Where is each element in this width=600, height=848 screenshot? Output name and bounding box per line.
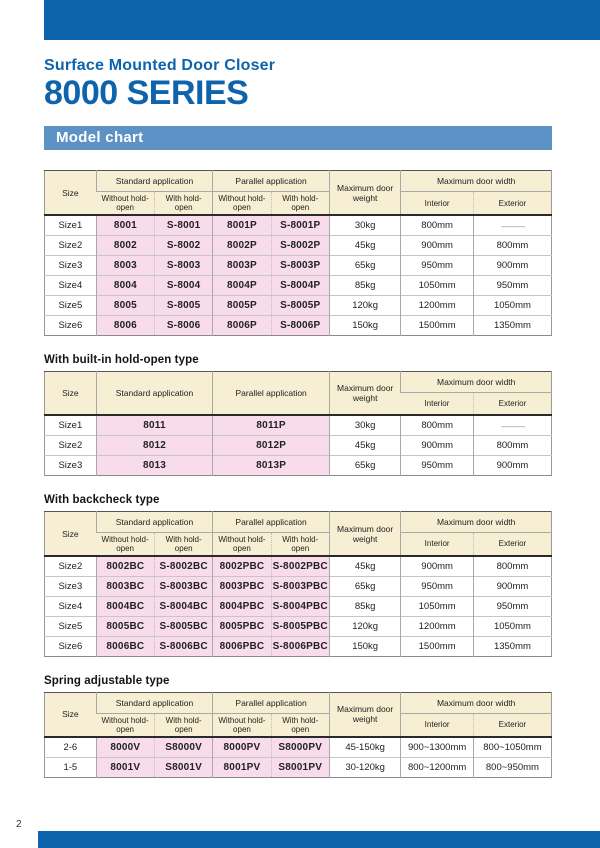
column-header: Standard application [96,511,213,532]
model-table-section [44,494,552,657]
column-subheader: Interior [401,532,474,556]
interior-width-cell: 950mm [401,576,474,596]
model-number-cell: S-8005P [271,295,329,315]
model-number-cell: S-8001 [155,215,213,235]
model-number-cell: S-8003PBC [271,576,329,596]
model-number-cell: 8003 [96,255,154,275]
table-title: With backcheck type [44,493,160,506]
column-subheader: Interior [401,713,474,737]
bottom-banner-bar [38,831,600,848]
model-number-cell: 8001 [96,215,154,235]
interior-width-cell: 1500mm [401,636,474,656]
model-number-cell: S-8005PBC [271,616,329,636]
model-number-cell: 8013P [213,455,330,475]
page-title: 8000 SERIES [44,74,249,112]
interior-width-cell: 1500mm [401,315,474,335]
interior-width-cell: 950mm [401,455,474,475]
model-number-cell: 8001P [213,215,271,235]
table-row [45,255,552,275]
column-subheader: With hold-open [155,713,213,737]
column-header: Parallel application [213,511,330,532]
section-header [44,126,552,150]
column-header: Maximum door width [401,692,552,713]
column-subheader: With hold-open [271,192,329,216]
model-table [44,511,552,657]
max-door-weight-cell: 85kg [329,596,400,616]
max-door-weight-cell: 30kg [329,215,400,235]
model-number-cell: S8000V [155,737,213,757]
model-number-cell: S-8004 [155,275,213,295]
page-number: 2 [16,819,22,830]
column-subheader: Interior [401,192,474,216]
model-number-cell: 8005P [213,295,271,315]
model-number-cell: 8012 [96,435,213,455]
model-number-cell: 8005 [96,295,154,315]
interior-width-cell: 1200mm [401,295,474,315]
size-cell: Size6 [45,636,97,656]
interior-width-cell: 900mm [401,235,474,255]
model-number-cell: S-8002BC [155,556,213,576]
column-subheader: Without hold-open [96,532,154,556]
model-number-cell: S-8001P [271,215,329,235]
model-number-cell: S-8006P [271,315,329,335]
model-number-cell: S-8002P [271,235,329,255]
size-cell: Size5 [45,295,97,315]
model-number-cell: S-8004P [271,275,329,295]
column-header: Size [45,171,97,216]
size-cell: Size4 [45,596,97,616]
exterior-width-cell: 800mm [473,435,551,455]
size-cell: Size1 [58,220,83,232]
section-header-label: Model chart [56,129,144,146]
column-header: Maximum door width [401,511,552,532]
model-number-cell: S8001PV [271,757,329,777]
size-cell: Size3 [45,255,97,275]
model-number-cell: S-8005 [155,295,213,315]
table-row [45,596,552,616]
model-number-cell: 8000PV [213,737,271,757]
size-cell: Size2 [45,435,97,455]
model-number-cell: S-8002PBC [271,556,329,576]
interior-width-cell: 1200mm [401,616,474,636]
interior-width-cell: 950mm [401,255,474,275]
size-cell: 2-6 [63,741,78,753]
max-door-weight-cell: 45kg [329,235,400,255]
model-number-cell: 8000V [96,737,154,757]
table-row [45,235,552,255]
max-door-weight-cell: 65kg [329,576,400,596]
model-number-cell: 8002PBC [213,556,271,576]
size-cell: Size2 [58,561,83,572]
size-cell: Size3 [45,576,97,596]
max-door-weight-cell: 150kg [329,315,400,335]
model-number-cell: 8006PBC [213,636,271,656]
interior-width-cell: 900mm [401,556,474,576]
column-header: Maximum door width [401,171,552,192]
table-title: With built-in hold-open type [44,353,199,366]
exterior-width-cell: 1350mm [473,636,551,656]
table-row [45,275,552,295]
column-header: Maximum door weight [329,171,400,216]
interior-width-cell: 800~1200mm [401,757,474,777]
exterior-width-cell: ——— [473,215,551,235]
table-row [45,616,552,636]
model-number-cell: S-8002 [155,235,213,255]
column-header: Standard application [96,692,213,713]
column-subheader: Without hold-open [213,713,271,737]
table-row [45,737,552,757]
size-cell: Size1 [58,420,83,432]
model-number-cell: 8003P [213,255,271,275]
column-header: Standard application [96,371,213,415]
model-number-cell: S8001V [155,757,213,777]
model-number-cell: S-8003 [155,255,213,275]
model-number-cell: 8001V [96,757,154,777]
model-number-cell: 8011 [96,415,213,435]
table-row [45,295,552,315]
model-number-cell: S-8004PBC [271,596,329,616]
table-row [45,636,552,656]
column-subheader: Exterior [473,713,551,737]
size-cell: 1-5 [45,757,97,777]
column-subheader: With hold-open [271,532,329,556]
column-subheader: With hold-open [155,532,213,556]
table-row [45,315,552,335]
max-door-weight-cell: 120kg [329,616,400,636]
column-subheader: With hold-open [155,192,213,216]
model-number-cell: 8002P [213,235,271,255]
column-subheader: Exterior [473,192,551,216]
exterior-width-cell: ——— [473,415,551,435]
column-subheader: With hold-open [271,713,329,737]
size-cell: Size4 [45,275,97,295]
model-number-cell: 8005BC [96,616,154,636]
model-number-cell: 8003BC [96,576,154,596]
model-table [44,371,552,476]
page-content [44,40,552,778]
max-door-weight-cell: 85kg [329,275,400,295]
model-number-cell: 8006BC [96,636,154,656]
model-number-cell: S-8006PBC [271,636,329,656]
model-table-section [44,354,552,476]
model-table-section [44,170,552,336]
exterior-width-cell: 1350mm [473,315,551,335]
column-subheader: Without hold-open [96,192,154,216]
model-number-cell: 8011P [213,415,330,435]
model-number-cell: 8002BC [96,556,154,576]
exterior-width-cell: 950mm [473,275,551,295]
column-header: Size [45,371,97,415]
model-number-cell: 8006 [96,315,154,335]
interior-width-cell: 900~1300mm [401,737,474,757]
max-door-weight-cell: 45-150kg [329,737,400,757]
max-door-weight-cell: 45kg [329,556,400,576]
column-subheader: Without hold-open [96,713,154,737]
column-header: Parallel application [213,692,330,713]
model-number-cell: 8001PV [213,757,271,777]
column-header: Maximum door width [401,371,552,392]
table-row [45,215,552,235]
model-number-cell: S-8004BC [155,596,213,616]
model-number-cell: 8004 [96,275,154,295]
table-title: Spring adjustable type [44,674,170,687]
exterior-width-cell: 900mm [473,455,551,475]
size-cell: Size6 [45,315,97,335]
column-subheader: Without hold-open [213,532,271,556]
max-door-weight-cell: 30kg [329,415,400,435]
column-header: Size [45,692,97,737]
size-cell: Size2 [45,235,97,255]
interior-width-cell: 900mm [401,435,474,455]
interior-width-cell: 1050mm [401,275,474,295]
model-number-cell: S-8003BC [155,576,213,596]
model-number-cell: S-8005BC [155,616,213,636]
model-number-cell: S-8003P [271,255,329,275]
model-table [44,692,552,778]
exterior-width-cell: 800mm [473,235,551,255]
model-number-cell: S8000PV [271,737,329,757]
interior-width-cell: 800mm [401,215,474,235]
model-number-cell: S-8006 [155,315,213,335]
column-header: Parallel application [213,171,330,192]
column-subheader: Interior [401,392,474,415]
model-number-cell: S-8006BC [155,636,213,656]
max-door-weight-cell: 120kg [329,295,400,315]
model-number-cell: 8003PBC [213,576,271,596]
table-row [45,435,552,455]
max-door-weight-cell: 30-120kg [329,757,400,777]
model-number-cell: 8006P [213,315,271,335]
model-table [44,170,552,336]
model-number-cell: 8005PBC [213,616,271,636]
model-number-cell: 8002 [96,235,154,255]
exterior-width-cell: 900mm [473,576,551,596]
interior-width-cell: 1050mm [401,596,474,616]
exterior-width-cell: 950mm [473,596,551,616]
size-cell: Size5 [45,616,97,636]
top-banner-bar [44,0,600,40]
exterior-width-cell: 800mm [473,556,551,576]
column-subheader: Exterior [473,532,551,556]
column-header: Size [45,511,97,556]
table-row [45,757,552,777]
table-row [45,556,552,576]
exterior-width-cell: 1050mm [473,295,551,315]
table-row [45,576,552,596]
model-tables [44,170,552,778]
max-door-weight-cell: 65kg [329,455,400,475]
product-subtitle: Surface Mounted Door Closer [44,57,276,74]
column-header: Maximum door weight [329,371,400,415]
model-number-cell: 8004P [213,275,271,295]
exterior-width-cell: 900mm [473,255,551,275]
size-cell: Size3 [45,455,97,475]
table-row [45,455,552,475]
column-header: Maximum door weight [329,692,400,737]
exterior-width-cell: 1050mm [473,616,551,636]
model-number-cell: 8004BC [96,596,154,616]
max-door-weight-cell: 45kg [329,435,400,455]
exterior-width-cell: 800~950mm [473,757,551,777]
max-door-weight-cell: 65kg [329,255,400,275]
column-header: Maximum door weight [329,511,400,556]
model-table-section [44,675,552,778]
interior-width-cell: 800mm [401,415,474,435]
model-number-cell: 8013 [96,455,213,475]
column-header: Parallel application [213,371,330,415]
column-header: Standard application [96,171,213,192]
model-number-cell: 8012P [213,435,330,455]
model-number-cell: 8004PBC [213,596,271,616]
column-subheader: Without hold-open [213,192,271,216]
column-subheader: Exterior [473,392,551,415]
table-row [45,415,552,435]
exterior-width-cell: 800~1050mm [473,737,551,757]
max-door-weight-cell: 150kg [329,636,400,656]
